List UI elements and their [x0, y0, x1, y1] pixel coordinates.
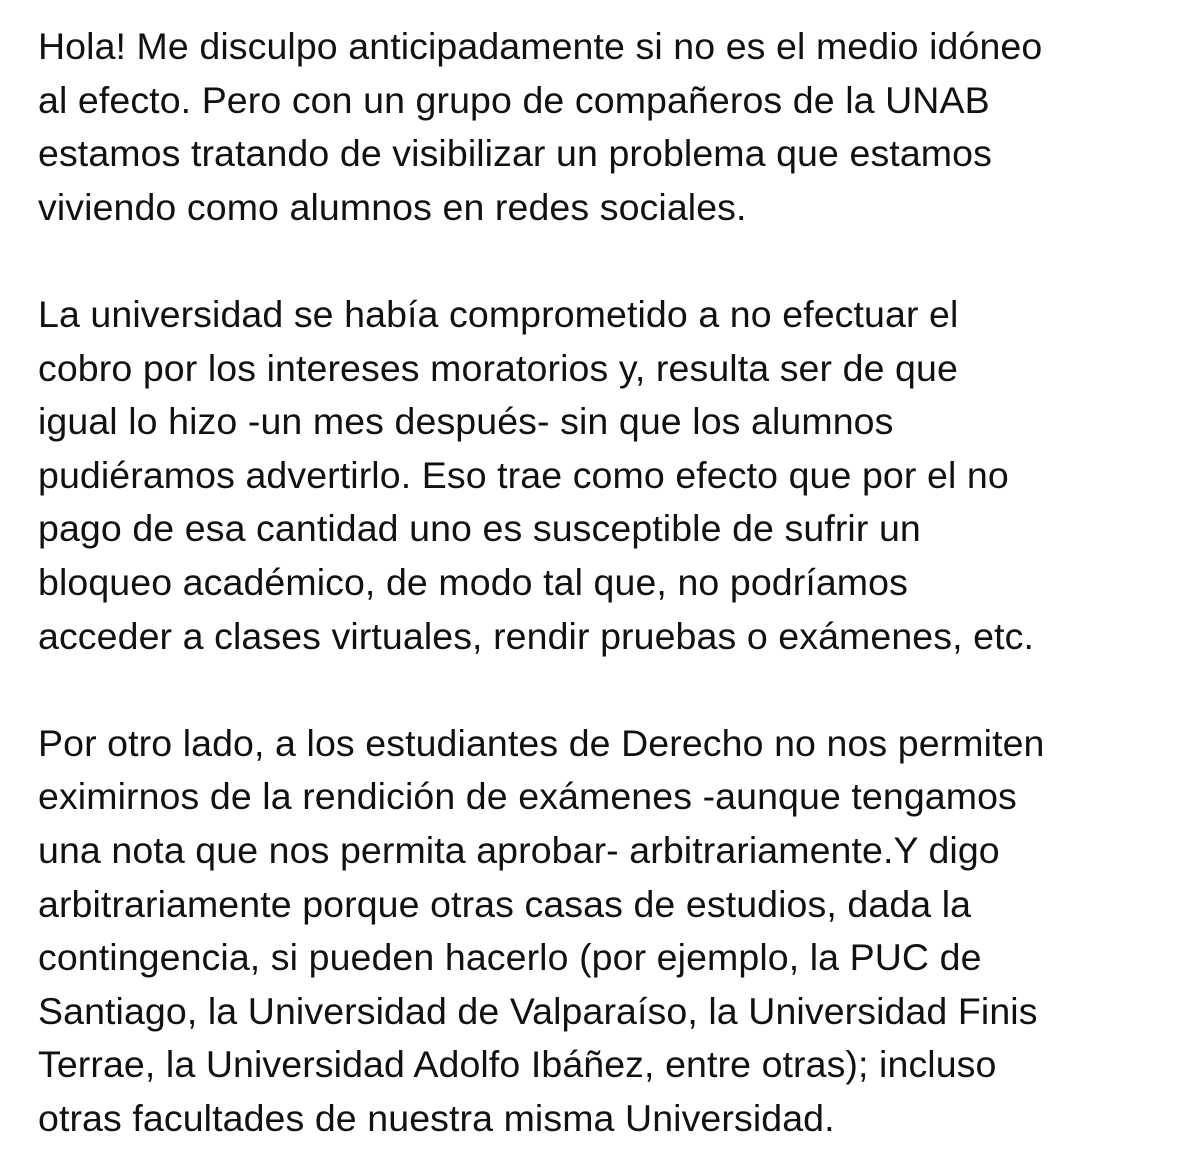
text-line: La universidad se había comprometido a no efectuar el: [38, 292, 959, 335]
text-line: viviendo como alumnos en redes sociales.: [38, 185, 747, 228]
text-line: Santiago, la Universidad de Valparaíso, la Universidad Finis: [38, 989, 1038, 1032]
note-body: [38, 20, 1188, 1145]
text-line: pago de esa cantidad uno es susceptible de sufrir un: [38, 507, 921, 550]
paragraph-gap: [38, 663, 1188, 717]
text-line: contingencia, si pueden hacerlo (por ejemplo, la PUC de: [38, 936, 982, 979]
paragraph-1: [38, 20, 1188, 234]
text-line: otras facultades de nuestra misma Universidad.: [38, 1096, 835, 1139]
text-line: cobro por los intereses moratorios y, resulta ser de que: [38, 346, 958, 389]
text-line: bloqueo académico, de modo tal que, no podríamos: [38, 560, 908, 603]
text-line: Hola! Me disculpo anticipadamente si no es el medio idóneo: [38, 25, 1043, 67]
text-line: Por otro lado, a los estudiantes de Derecho no nos permiten: [38, 721, 1045, 764]
text-line: acceder a clases virtuales, rendir pruebas o exámenes, etc.: [38, 614, 1034, 657]
paragraph-2: [38, 288, 1188, 663]
text-line: estamos tratando de visibilizar un problema que estamos: [38, 132, 992, 175]
text-line: Terrae, la Universidad Adolfo Ibáñez, entre otras); incluso: [38, 1043, 997, 1086]
text-line: al efecto. Pero con un grupo de compañeros de la UNAB: [38, 78, 990, 121]
paragraph-3: [38, 717, 1188, 1146]
paragraph-gap: [38, 234, 1188, 288]
text-line: pudiéramos advertirlo. Eso trae como efecto que por el no: [38, 453, 1009, 496]
text-line: eximirnos de la rendición de exámenes -aunque tengamos: [38, 775, 1017, 818]
text-line: igual lo hizo -un mes después- sin que los alumnos: [38, 400, 894, 443]
text-line: arbitrariamente porque otras casas de estudios, dada la: [38, 882, 972, 925]
text-line: una nota que nos permita aprobar- arbitrariamente.Y digo: [38, 828, 1000, 871]
